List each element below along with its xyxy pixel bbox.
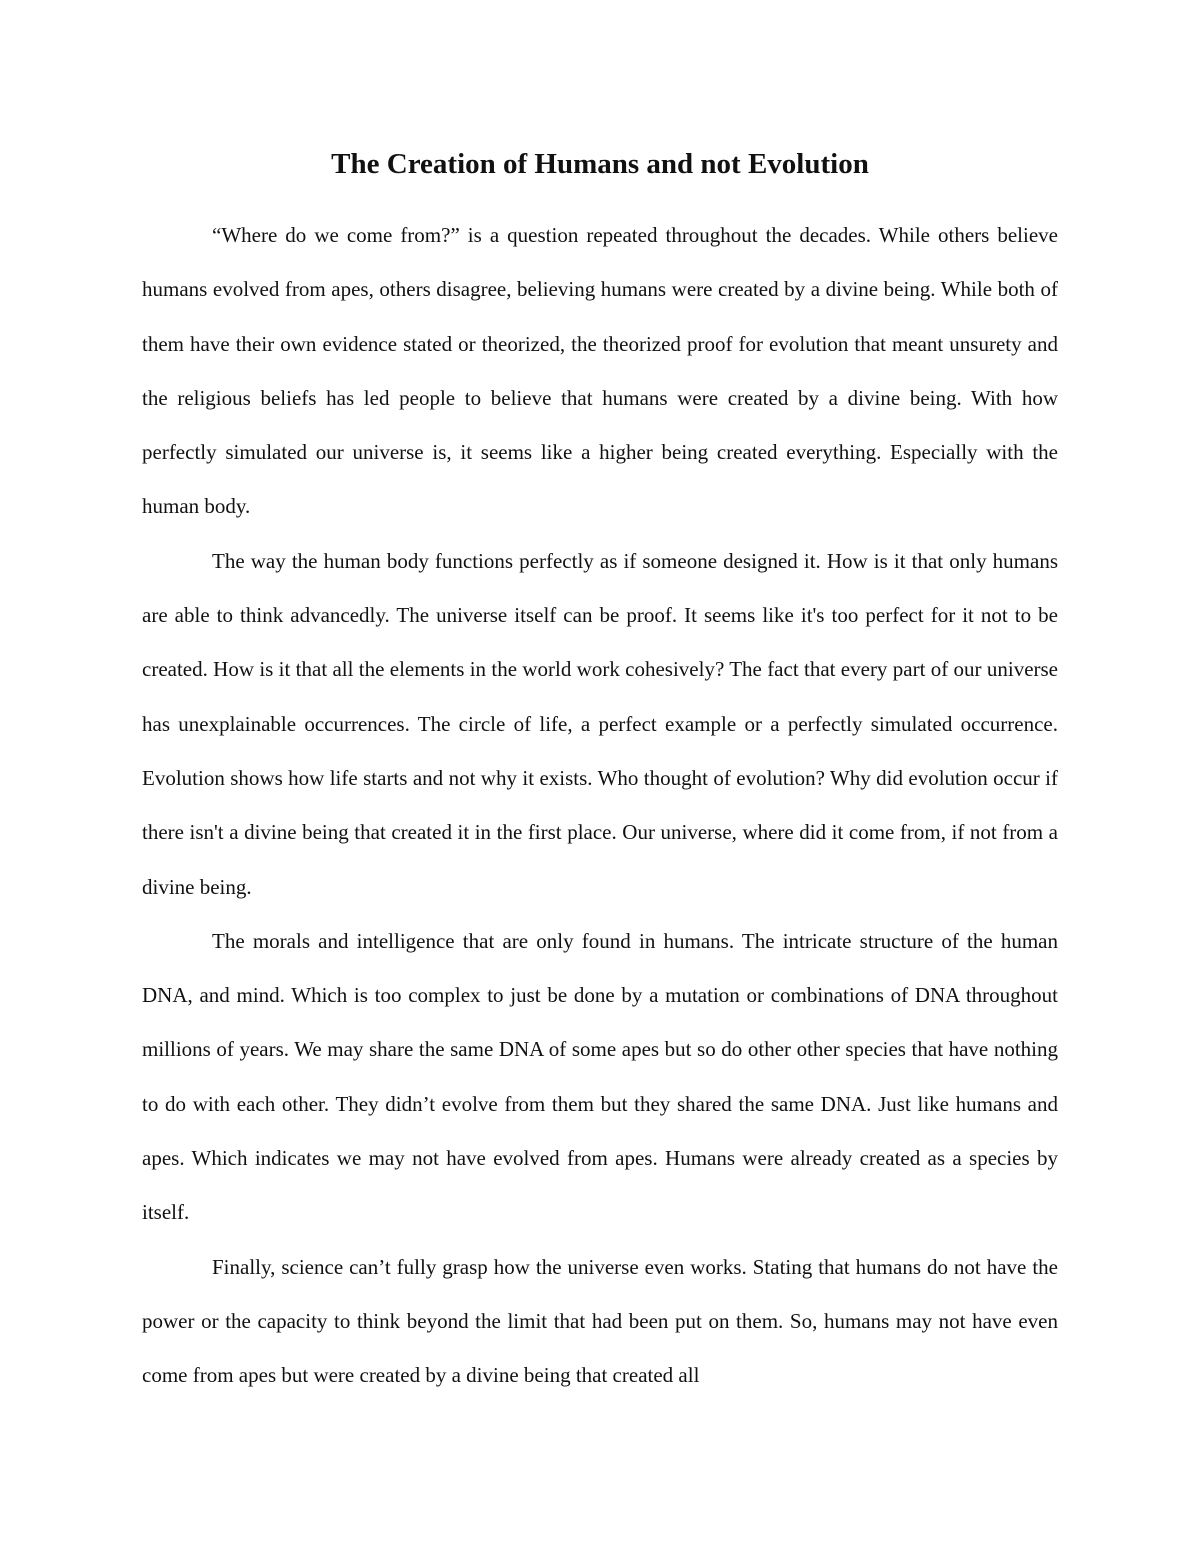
document-title: The Creation of Humans and not Evolution: [331, 148, 869, 180]
paragraph-2: The way the human body functions perfectly as if someone designed it. How is it that only humans are able to think advancedly. The universe itself can be proof. It seems like it's too perfect for it not to be created. How is it that all the elements in the world work cohesively? The fact that every part of our universe has unexplainable occurrences. The circle of life, a perfect example or a perfectly simulated occurrence. Evolution shows how life starts and not why it exists. Who thought of evolution? Why did evolution occur if there isn't a divine being that created it in the first place. Our universe, where did it come from, if not from a divine being.: [142, 548, 1058, 899]
paragraph-4: Finally, science can’t fully grasp how the universe even works. Stating that humans do not have the power or the capacity to think beyond the limit that had been put on them. So, humans may not have even come from apes but were created by a divine being that created all: [142, 1254, 1058, 1388]
paragraph-1: “Where do we come from?” is a question repeated throughout the decades. While others believe humans evolved from apes, others disagree, believing humans were created by a divine being. While both of them have their own evidence stated or theorized, the theorized proof for evolution that meant unsurety and the religious beliefs has led people to believe that humans were created by a divine being. With how perfectly simulated our universe is, it seems like a higher being created everything. Especially with the human body.: [142, 223, 1058, 519]
paragraph-3: The morals and intelligence that are only found in humans. The intricate structure of the human DNA, and mind. Which is too complex to just be done by a mutation or combinations of DNA throughout millions of years. We may share the same DNA of some apes but so do other other species that have nothing to do with each other. They didn’t evolve from them but they shared the same DNA. Just like humans and apes. Which indicates we may not have evolved from apes. Humans were already created as a species by itself.: [142, 928, 1058, 1225]
document-body: [142, 208, 1058, 1403]
